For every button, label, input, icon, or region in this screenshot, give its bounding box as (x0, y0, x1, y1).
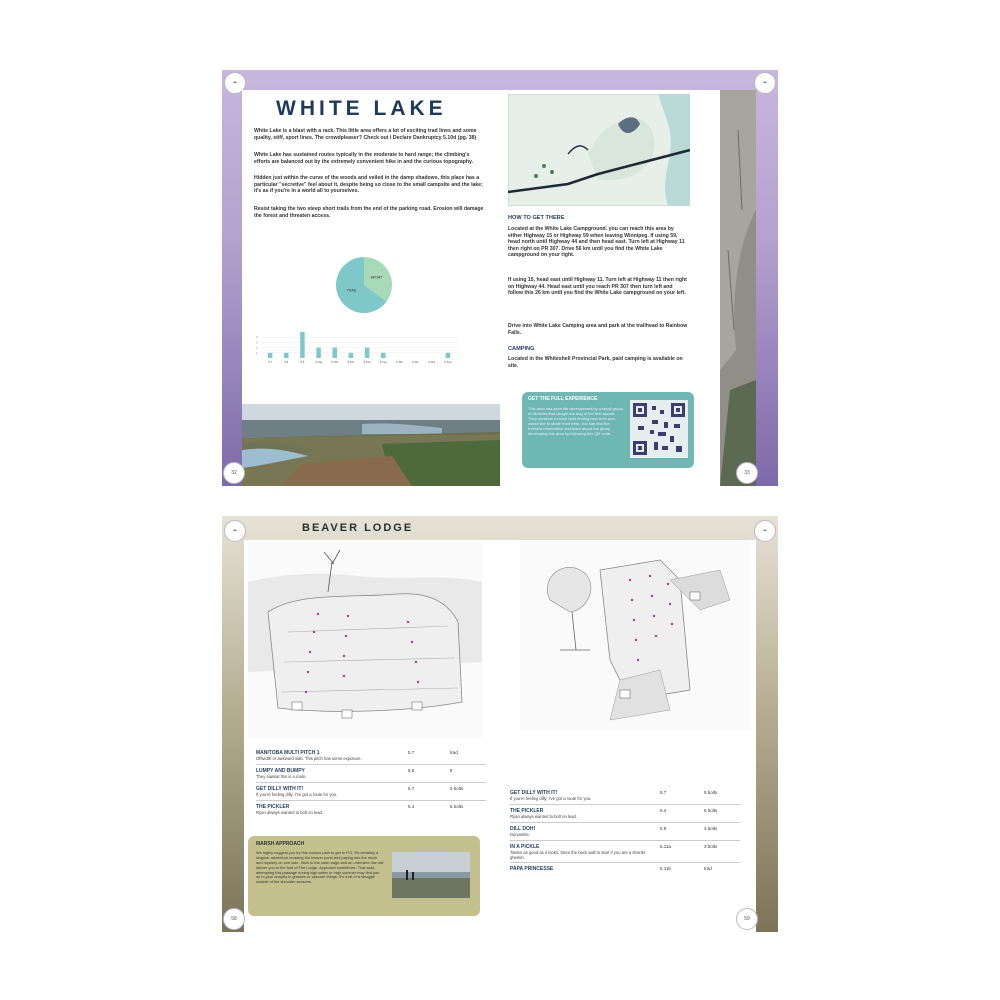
page-number-58 (223, 908, 245, 930)
route-description: They sawsat this is a route. (256, 774, 307, 779)
section-title: BEAVER LODGE (302, 522, 414, 534)
route-name: PAPA PRINCESSE (510, 866, 554, 872)
page-title: WHITE LAKE (276, 97, 447, 120)
page-number-label: 32 (231, 470, 237, 476)
pie-slice-label: TRAD (346, 288, 357, 293)
divider (510, 840, 740, 841)
camping-heading: CAMPING (508, 346, 535, 352)
divider (510, 804, 740, 805)
route-item (256, 786, 337, 797)
page-32 (222, 70, 500, 486)
page-number-label: 59 (744, 916, 750, 922)
page-33 (500, 70, 778, 486)
divider (256, 764, 486, 765)
how-to-paragraph-1: Located at the White Lake Campground. you can reach this area by either Highway 15 or Highway 59 when leaving Winnipeg. If using 59, head north until Highway 44 and then head east. Turn left at Highway 11 then right on PR 307. Drive 56 km until you find the White Lake campground on your right. (508, 226, 685, 258)
page-content (242, 90, 500, 486)
y-tick-label: 2 (256, 345, 258, 350)
divider (256, 800, 486, 801)
marsh-photo (392, 852, 470, 898)
x-tick-label: 5.12a (444, 360, 452, 364)
page-content (500, 540, 756, 932)
route-grade: 5.5 (408, 768, 415, 773)
bar (381, 353, 386, 358)
bar (332, 348, 337, 358)
route-name: THE PICKLER (256, 804, 290, 810)
route-protection: 5 bolts (450, 786, 464, 791)
crag-topo-drawing (248, 542, 482, 738)
route-item (256, 750, 362, 761)
route-protection: 3 bolts (704, 826, 718, 831)
page-number-32 (223, 462, 245, 484)
route-grade: 5.11a (660, 844, 671, 849)
route-protection: 5 bolts (704, 808, 718, 813)
how-to-heading: HOW TO GET THERE (508, 215, 565, 221)
x-tick-label: 5.10d (363, 360, 371, 364)
y-tick-label: 4 (256, 335, 258, 340)
page-number-59 (736, 908, 758, 930)
route-protection: 5 bolts (450, 804, 464, 809)
route-description: Ryan always wanted to bolt on lead. (256, 810, 324, 815)
route-description: Dunowrite. (510, 832, 531, 837)
grade-bar-chart (254, 328, 460, 368)
route-item (510, 826, 535, 837)
x-tick-label: 5.11d (428, 360, 436, 364)
intro-paragraph-3: Hidden just within the curve of the woods and veiled in the damp shadows, this place has a particular "secretive" feel about it, despite being so close to the small campsite and the lake; it's as if you're in a world all to yourselves. (254, 175, 483, 194)
route-grade: 5.4 (660, 808, 667, 813)
pie-slice-label: SPORT (370, 275, 383, 280)
experience-box (522, 392, 694, 468)
route-name: MANITOBA MULTI PITCH 1 (256, 750, 320, 756)
route-description: Offwidth or awkward slab. This pitch has some exposure. (256, 756, 362, 761)
leaf-ornament-icon: ❧ (754, 72, 776, 94)
route-name: DILL DOH! (510, 826, 536, 832)
bar (268, 353, 273, 358)
route-grade: 5.11b (660, 866, 671, 871)
x-tick-label: 5.10a (315, 360, 323, 364)
route-description: Ryan always wanted to bolt on lead. (510, 814, 578, 819)
route-item (510, 844, 660, 860)
route-protection: trad (704, 866, 712, 871)
x-tick-label: 5.7 (268, 360, 273, 364)
route-description: Tastes as good as it looks. Stem the back wall to start if you are a shorter gherkin. (510, 850, 646, 860)
page-content (244, 540, 500, 932)
x-tick-label: 5.10c (347, 360, 355, 364)
route-item (510, 866, 553, 872)
route-protection: 5 bolts (704, 790, 718, 795)
route-item (510, 790, 591, 801)
marsh-text: We highly suggest you try this curious path to get to P.G. It's certainly a singular adventure crossing the beaver pond and paying into the muck and mystery on one side. Stick to the outer edge and an unbroken line will deliver you to the foot of The Lodge. Approach sometimes. That said, attempting this passage during high water or high summer may find you up to your armpits in grasses or obscure things. It's a bit of a struggle outside of the shoulder seasons. (256, 850, 384, 885)
page-58 (222, 516, 500, 932)
white-lake-spread (222, 70, 778, 486)
page-content (500, 90, 720, 486)
beaver-lodge-spread (222, 516, 778, 932)
route-name: GET DILLY WITH IT! (510, 790, 558, 796)
route-protection: 3 bolts (704, 844, 718, 849)
route-name: LUMPY AND BUMPY (256, 768, 305, 774)
intro-paragraph-2: White Lake has sustained routes typically in the moderate to hard range; the climbing's efforts are balanced out by the extremely convenient hike in and the curious topography. (254, 152, 473, 165)
route-item (510, 808, 577, 819)
route-grade: 5.7 (660, 790, 667, 795)
route-name: GET DILLY WITH IT! (256, 786, 304, 792)
crag-topo-drawing (520, 540, 750, 730)
page-number-label: 33 (744, 470, 750, 476)
x-tick-label: 5.8 (284, 360, 289, 364)
camping-paragraph: Located in the Whiteshell Provincial Park, paid camping is available on site. (508, 356, 683, 369)
route-name: THE PICKLER (510, 808, 544, 814)
route-description: If you're feeling dilly, I've got a route for you. (256, 792, 338, 797)
route-type-pie-chart (334, 255, 394, 315)
aerial-lake-photo (242, 404, 500, 486)
divider (510, 822, 740, 823)
experience-heading: GET THE FULL EXPERIENCE (528, 396, 598, 402)
bar (349, 353, 354, 358)
intro-paragraph-1: White Lake is a blast with a rack. This little area offers a lot of exciting trad lines and some quality, stiff, sport lines. The crowdpleaser? Check out I Declare Dankruptcy 5.10d (pg. 38) (254, 128, 477, 141)
bar (284, 353, 289, 358)
intro-paragraph-4: Resist taking the two steep short trails from the end of the parking road. Erosion will damage the forest and threaten access. (254, 206, 484, 219)
route-protection: tr (450, 768, 453, 773)
x-tick-label: 5.11a (379, 360, 387, 364)
route-description: If you're feeling dilly, I've got a route for you. (510, 796, 592, 801)
how-to-paragraph-3: Drive into White Lake Camping area and park at the trailhead to Rainbow Falls. (508, 323, 688, 336)
y-tick-label: 3 (256, 340, 258, 345)
marsh-approach-box (248, 836, 480, 916)
route-protection: trad (450, 750, 458, 755)
route-item (256, 804, 323, 815)
divider (256, 782, 486, 783)
how-to-paragraph-2: If using 15, head east until Highway 11. Turn left at Highway 11 then right on Highway 44. Head east until you reach PR 307 then turn left and follow this 26 km until you find the White Lake campground on your left. (508, 277, 687, 296)
y-tick-label: 1 (256, 350, 258, 355)
route-item (256, 768, 307, 779)
x-tick-label: 5.10b (331, 360, 339, 364)
x-tick-label: 5.11b (396, 360, 403, 364)
divider (510, 862, 740, 863)
x-tick-label: 5.11c (412, 360, 419, 364)
bar (446, 353, 451, 358)
page-number-label: 58 (231, 916, 237, 922)
bar (316, 348, 321, 358)
experience-text: This area has seen life development by a small group of climbers that caught the bug of the first ascent. They continue to work hard finding new lines and would like to share their beta. You can find the freshest information and learn about the group developing this area by following this QR code. (528, 406, 623, 436)
route-grade: 5.7 (408, 750, 415, 755)
route-grade: 5.7 (408, 786, 415, 791)
bar (300, 332, 305, 358)
x-tick-label: 5.9 (300, 360, 305, 364)
qr-code-icon[interactable] (630, 400, 688, 458)
page-number-33 (736, 462, 758, 484)
route-name: IN A PICKLE (510, 844, 540, 850)
rock-face-photo (720, 90, 756, 486)
leaf-ornament-icon: ❧ (224, 520, 246, 542)
route-grade: 5.4 (408, 804, 415, 809)
leaf-ornament-icon: ❧ (754, 520, 776, 542)
area-map (508, 94, 690, 206)
route-grade: 5.9 (660, 826, 667, 831)
leaf-ornament-icon: ❧ (224, 72, 246, 94)
page-59 (500, 516, 778, 932)
marsh-heading: MARSH APPROACH (256, 841, 305, 847)
bar (365, 348, 370, 358)
